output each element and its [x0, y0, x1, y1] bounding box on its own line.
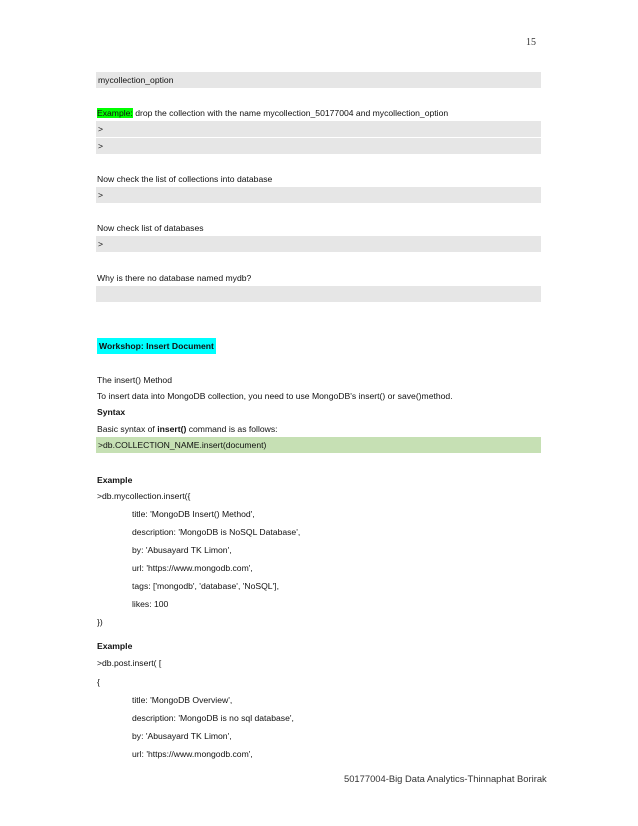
answer-box: [96, 286, 541, 302]
code-line-indented: description: 'MongoDB is no sql database',: [132, 713, 294, 723]
example-text: drop the collection with the name mycollection_50177004 and mycollection_option: [132, 108, 449, 118]
example-heading: Example: [97, 641, 133, 651]
code-box-prompt: >: [96, 236, 541, 252]
syntax-post: command is as follows:: [186, 424, 278, 434]
code-line-indented: likes: 100: [132, 599, 169, 609]
page-footer: 50177004-Big Data Analytics-Thinnaphat Borirak: [344, 773, 547, 784]
code-line-indented: url: 'https://www.mongodb.com',: [132, 749, 253, 759]
section-title: The insert() Method: [97, 375, 172, 385]
page-number: 15: [526, 37, 536, 48]
code-line-indented: url: 'https://www.mongodb.com',: [132, 563, 253, 573]
code-line: >db.mycollection.insert({: [97, 491, 191, 501]
code-box-prompt: >: [96, 138, 541, 154]
paragraph: To insert data into MongoDB collection, you need to use MongoDB's insert() or save()method.: [97, 391, 453, 401]
code-line: >db.post.insert( [: [97, 658, 162, 668]
example-line: [97, 107, 448, 119]
code-line: }): [97, 617, 103, 627]
code-line-indented: tags: ['mongodb', 'database', 'NoSQL'],: [132, 581, 279, 591]
code-line-indented: title: 'MongoDB Insert() Method',: [132, 509, 255, 519]
syntax-pre: Basic syntax of: [97, 424, 158, 434]
instruction-text: Now check list of databases: [97, 223, 204, 233]
syntax-heading: Syntax: [97, 407, 126, 417]
instruction-text: Now check the list of collections into database: [97, 174, 273, 184]
syntax-description: [97, 423, 278, 435]
syntax-code-box: >db.COLLECTION_NAME.insert(document): [96, 437, 541, 453]
code-line-indented: by: 'Abusayard TK Limon',: [132, 545, 232, 555]
example-heading: Example: [97, 475, 133, 485]
code-box-prompt: >: [96, 121, 541, 137]
example-label: Example:: [97, 108, 133, 118]
code-line: {: [97, 677, 100, 687]
code-line-indented: description: 'MongoDB is NoSQL Database',: [132, 527, 301, 537]
workshop-heading: [97, 340, 216, 352]
code-box-collection-name: mycollection_option: [96, 72, 541, 88]
syntax-bold: insert(): [157, 424, 187, 434]
code-box-prompt: >: [96, 187, 541, 203]
code-line-indented: title: 'MongoDB Overview',: [132, 695, 233, 705]
code-line-indented: by: 'Abusayard TK Limon',: [132, 731, 232, 741]
question-text: Why is there no database named mydb?: [97, 273, 252, 283]
workshop-heading-text: Workshop: Insert Document: [97, 338, 216, 354]
